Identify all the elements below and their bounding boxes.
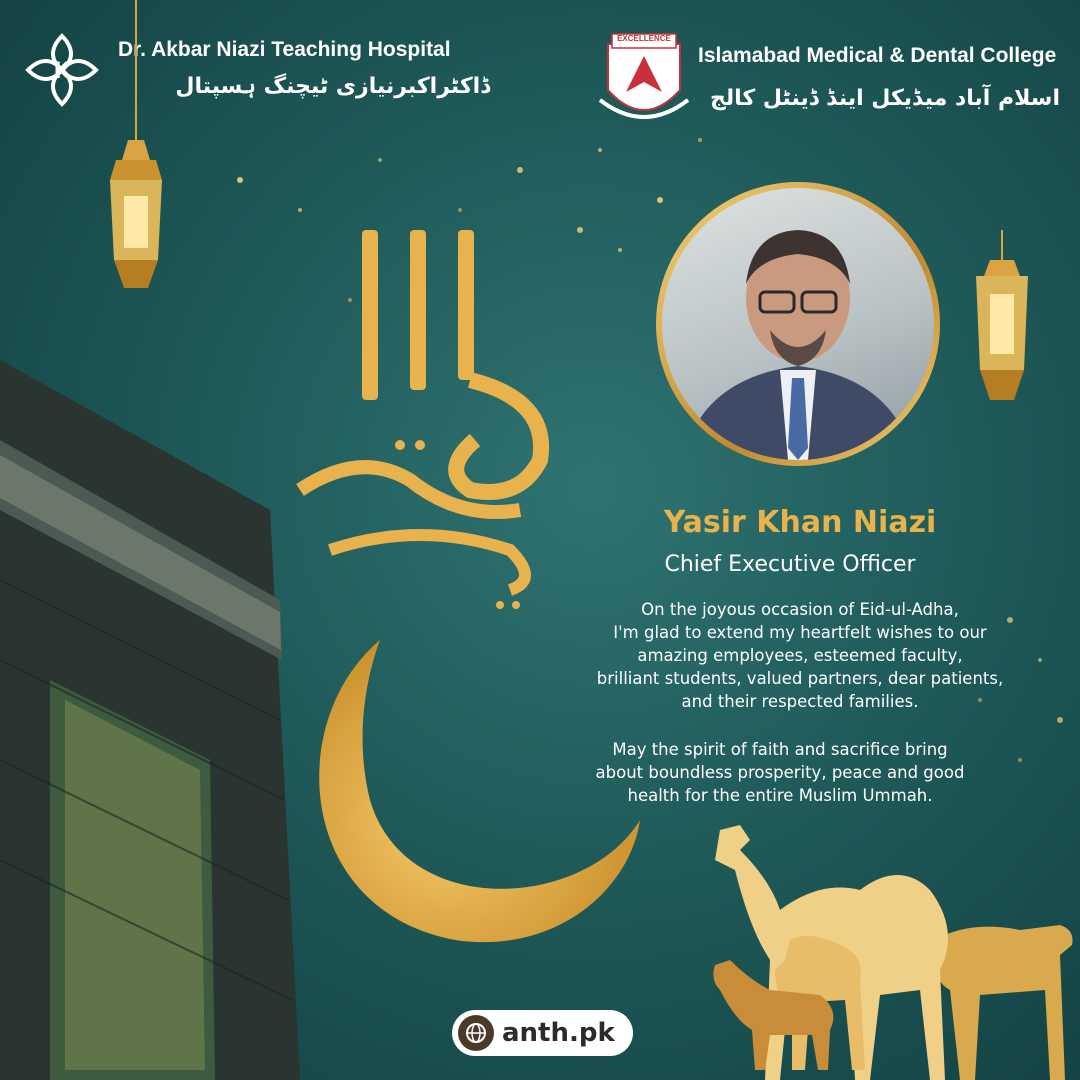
message-paragraph-1 <box>540 598 1060 713</box>
website-url[interactable]: anth.pk <box>502 1018 615 1048</box>
ceo-photo-illustration <box>662 188 934 460</box>
college-title-urdu: اسلام آباد میڈیکل اینڈ ڈینٹل کالج <box>710 86 1060 111</box>
ceo-name: Yasir Khan Niazi <box>663 505 937 540</box>
message-line: and their respected families. <box>681 692 919 711</box>
akbar-niazi-logo-icon <box>22 30 102 110</box>
message-line: May the spirit of faith and sacrifice bring <box>612 740 948 759</box>
message-line: about boundless prosperity, peace and good <box>595 763 965 782</box>
imdc-crest-icon <box>598 30 690 130</box>
hospital-title-urdu: ڈاکٹراکبرنیازی ٹیچنگ ہسپتال <box>175 74 490 99</box>
globe-cursor-icon <box>458 1015 494 1051</box>
message-line: I'm glad to extend my heartfelt wishes to our <box>613 623 987 642</box>
website-badge[interactable] <box>452 1010 633 1056</box>
message-line: On the joyous occasion of Eid-ul-Adha, <box>641 600 959 619</box>
eid-ul-adha-calligraphy <box>270 220 560 620</box>
message-line: brilliant students, valued partners, dear patients, <box>596 669 1004 688</box>
message-line: amazing employees, esteemed faculty, <box>637 646 963 665</box>
hospital-title: Dr. Akbar Niazi Teaching Hospital <box>118 38 451 61</box>
lantern-left-icon <box>96 0 176 300</box>
ceo-portrait <box>656 182 940 466</box>
sacrificial-animals-illustration <box>680 820 1080 1080</box>
lantern-right-icon <box>962 230 1042 410</box>
svg-text:K: K <box>53 59 71 84</box>
message-paragraph-2 <box>520 738 1040 807</box>
college-title: Islamabad Medical & Dental College <box>698 44 1057 67</box>
ceo-role: Chief Executive Officer <box>664 552 916 577</box>
crest-motto: EXCELLENCE <box>617 34 671 43</box>
kaaba-illustration <box>0 360 300 1080</box>
message-line: health for the entire Muslim Ummah. <box>627 786 933 805</box>
